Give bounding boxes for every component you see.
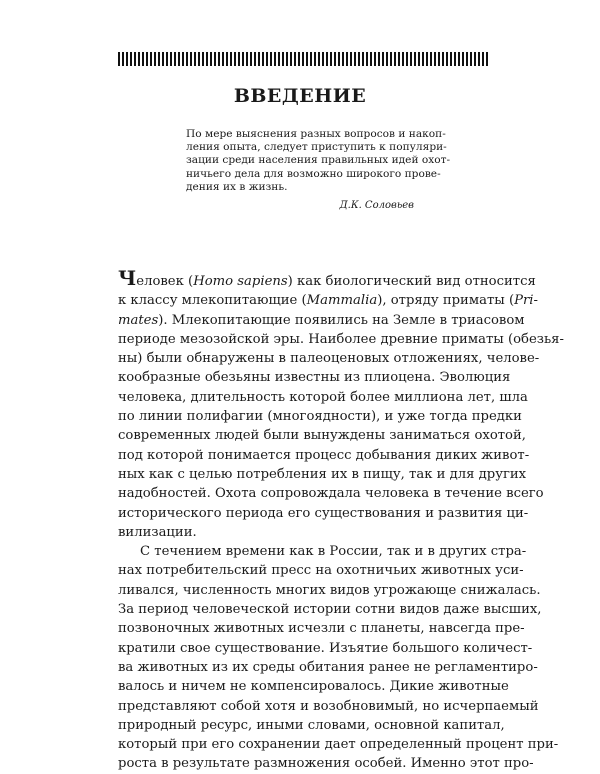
text-span: к классу млекопитающие ( — [118, 293, 307, 309]
epigraph-line: По мере выяснения разных вопросов и накоп- — [186, 128, 446, 140]
text-line: периоде мезозойской эры. Наиболее древние приматы (обезья- — [118, 331, 564, 347]
latin-term: Pri- — [514, 293, 538, 309]
header-barcode-ornament — [118, 52, 490, 66]
epigraph-author: Д.К. Соловьев — [339, 200, 414, 212]
text-line: кообразные обезьяны известны из плиоцена. Эволюция — [118, 370, 511, 386]
text-line: кратили свое существование. Изъятие большого количест- — [118, 640, 533, 656]
text-line: под которой понимается процесс добывания диких живот- — [118, 447, 530, 463]
paragraph-2 — [118, 542, 559, 774]
text-line — [118, 266, 536, 291]
latin-term: Homo sapiens — [193, 274, 288, 289]
text-line: ливался, численность многих видов угрожающе снижалась. — [118, 582, 541, 598]
text-line: ных как с целью потребления их в пищу, так и для других — [118, 466, 527, 482]
text-line: валось и ничем не компенсировалось. Дикие животные — [118, 679, 509, 695]
text-span: ), отряду приматы ( — [377, 293, 515, 309]
latin-term: mates — [118, 312, 159, 328]
text-span: еловек ( — [136, 274, 194, 289]
epigraph-line: ничьего дела для возможно широкого прове- — [186, 167, 441, 180]
latin-term: Mammalia — [306, 293, 378, 309]
text-line: по линии полифагии (многоядности), и уже тогда предки — [118, 409, 522, 425]
text-line: вилизации. — [118, 524, 197, 540]
epigraph-line: зации среди населения правильных идей охот- — [186, 154, 451, 167]
text-line: позвоночных животных исчезли с планеты, навсегда пре- — [118, 621, 525, 637]
text-line: современных людей были вынуждены заниматься охотой, — [118, 428, 526, 444]
chapter-title: ВВЕДЕНИЕ — [233, 85, 367, 107]
text-line: С течением времени как в России, так и в других стра- — [140, 544, 527, 560]
epigraph — [186, 128, 451, 212]
paragraph-1 — [118, 266, 564, 542]
text-line: нах потребительский пресс на охотничьих животных уси- — [118, 563, 524, 579]
text-line: За период человеческой истории сотни видов даже высших, — [118, 602, 542, 618]
text-line: представляют собой хотя и возобновимый, но исчерпаемый — [118, 698, 539, 714]
body-text — [118, 266, 564, 774]
text-line — [118, 311, 525, 330]
drop-cap: Ч — [118, 266, 137, 290]
text-line: ва животных из их среды обитания ранее не регламентиро- — [118, 659, 538, 675]
text-line: природный ресурс, иными словами, основной капитал, — [118, 717, 505, 733]
text-line: человека, длительность которой более миллиона лет, шла — [118, 389, 528, 405]
text-span: ). Млекопитающие появились на Земле в триасовом — [158, 312, 525, 328]
epigraph-line: ления опыта, следует приступить к популяри- — [186, 141, 447, 154]
text-line: роста в результате размножения особей. Именно этот про- — [118, 756, 534, 772]
text-line: который при его сохранении дает определенный процент при- — [118, 737, 559, 753]
text-span: ) как биологический вид относится — [287, 274, 536, 289]
text-line — [118, 291, 538, 310]
text-line: ны) были обнаружены в палеоценовых отложениях, челове- — [118, 351, 540, 367]
epigraph-line: дения их в жизнь. — [186, 180, 288, 193]
text-line: исторического периода его существования и развития ци- — [118, 505, 529, 521]
text-line: надобностей. Охота сопровождала человека в течение всего — [118, 486, 544, 502]
